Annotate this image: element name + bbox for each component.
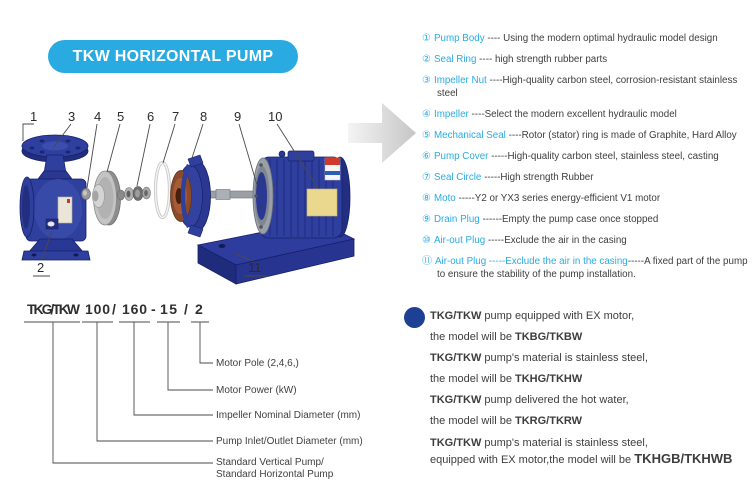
callout-number: 5	[117, 109, 125, 124]
variant-group	[430, 390, 752, 432]
variant-group	[430, 348, 752, 390]
variant-result: the model will be TKHG/TKHW	[430, 373, 583, 385]
pump-cover-illustration	[171, 155, 211, 237]
code-label-inlet: Pump Inlet/Outlet Diameter (mm)	[216, 436, 363, 447]
parts-list-item	[422, 214, 756, 227]
part-description: -----Exclude the air in the casing	[485, 235, 627, 247]
part-description: ------Empty the pump case once stopped	[479, 214, 659, 226]
code-impeller: 160	[122, 301, 147, 317]
code-label-pole: Motor Pole (2,4,6,)	[216, 358, 299, 369]
part-description: -----A fixed part of the pump to ensure the stability of the pump installation.	[437, 256, 748, 280]
code-label-series-2: Standard Horizontal Pump	[216, 469, 334, 480]
code-power: 15	[160, 301, 177, 317]
code-pole: 2	[195, 301, 203, 317]
part-name: Seal Circle	[433, 172, 482, 184]
impeller-nut-illustration	[82, 189, 91, 200]
part-name: Moto	[433, 193, 456, 205]
part-description: -----High strength Rubber	[481, 172, 594, 184]
variant-condition: TKG/TKW pump equipped with EX motor,	[430, 310, 635, 322]
code-series: TKG/TKW	[27, 301, 80, 317]
variant-group	[430, 435, 752, 468]
callout-number: 8	[200, 109, 208, 124]
model-code-breakdown	[20, 293, 400, 493]
variant-condition: TKG/TKW pump's material is stainless steel,	[430, 352, 648, 364]
motor-illustration	[253, 151, 350, 238]
part-name: Air-out Plug	[433, 235, 486, 247]
model-variants	[430, 306, 752, 468]
variant-group	[430, 306, 752, 348]
parts-list-item	[422, 75, 756, 100]
impeller-illustration	[93, 171, 121, 225]
part-name: Seal Ring	[433, 54, 477, 66]
model-code: TKHGB/TKHWB	[634, 451, 733, 466]
parts-list-item	[422, 151, 756, 164]
page-title: TKW HORIZONTAL PUMP	[72, 48, 274, 65]
code-separator: /	[112, 301, 116, 317]
parts-list	[422, 33, 756, 290]
circled-number: ⑨	[422, 214, 431, 226]
code-separator: /	[184, 301, 188, 317]
part-name: Impeller	[433, 108, 469, 120]
callout-number: 3	[68, 109, 76, 124]
circled-number: ④	[422, 108, 431, 120]
callout-number: 9	[234, 109, 242, 124]
part-description: -----High-quality carbon steel, stainless steel, casting	[488, 150, 719, 162]
circled-number: ⑥	[422, 150, 431, 162]
callout-number: 10	[268, 109, 283, 124]
part-description: ----High-quality carbon steel, corrosion-resistant stainless steel	[437, 75, 738, 99]
circled-number: ⑦	[422, 172, 431, 184]
variant-result: equipped with EX motor,the model will be TKHGB/TKHWB	[430, 451, 733, 466]
callout-number: 6	[147, 109, 155, 124]
parts-list-item	[422, 172, 756, 185]
code-connector-lines	[24, 322, 213, 463]
parts-list-item	[422, 33, 756, 46]
flow-arrow-icon	[348, 103, 416, 163]
circled-number: ⑤	[422, 129, 431, 141]
callout-number: 11	[248, 260, 262, 275]
model-code: TKBG/TKBW	[515, 331, 583, 343]
callout-number: 7	[172, 109, 180, 124]
part-description: ----Select the modern excellent hydraulic model	[468, 108, 677, 120]
variant-result: the model will be TKRG/TKRW	[430, 415, 583, 427]
circled-number: ①	[422, 33, 431, 44]
part-name: Drain Plug	[433, 214, 480, 226]
model-code: TKHG/TKHW	[515, 373, 583, 385]
mechanical-seal-illustration	[118, 187, 151, 201]
model-code: TKRG/TKRW	[515, 415, 583, 427]
part-name: Air-out Plug -----Exclude the air in the casing	[435, 256, 628, 268]
variant-condition: TKG/TKW pump delivered the hot water,	[430, 394, 629, 406]
title-banner	[48, 40, 298, 73]
parts-list-item	[422, 235, 756, 248]
code-label-series-1: Standard Vertical Pump/	[216, 457, 324, 468]
callout-number: 4	[94, 109, 102, 124]
part-description: ---- Using the modern optimal hydraulic model design	[484, 33, 718, 44]
circled-number: ⑪	[422, 256, 432, 268]
variant-condition: TKG/TKW pump's material is stainless steel,	[430, 437, 648, 449]
callout-number: 1	[30, 109, 38, 124]
parts-list-item	[422, 256, 756, 281]
pump-body-illustration	[20, 135, 90, 260]
parts-list-item	[422, 54, 756, 67]
circled-number: ③	[422, 75, 431, 87]
parts-list-item	[422, 130, 756, 143]
part-name: Pump Cover	[433, 150, 489, 162]
code-separator: -	[151, 301, 156, 317]
parts-list-item	[422, 109, 756, 122]
code-inlet: 100	[85, 301, 110, 317]
code-label-impeller: Impeller Nominal Diameter (mm)	[216, 410, 361, 421]
seal-circle-illustration	[156, 163, 170, 218]
part-description: -----Y2 or YX3 series energy-efficient V1 motor	[455, 193, 661, 205]
code-label-power: Motor Power (kW)	[216, 385, 297, 396]
parts-list-item	[422, 193, 756, 206]
circled-number: ⑧	[422, 193, 431, 205]
callout-number: 2	[37, 260, 45, 275]
exploded-pump-diagram	[10, 95, 430, 295]
circled-number: ⑩	[422, 235, 431, 247]
part-description: ----Rotor (stator) ring is made of Graphite, Hard Alloy	[505, 129, 737, 141]
bullet-circle-icon	[404, 307, 425, 328]
variant-result: the model will be TKBG/TKBW	[430, 331, 583, 343]
part-description: ---- high strength rubber parts	[476, 54, 608, 66]
part-name: Impeller Nut	[433, 75, 487, 87]
part-name: Pump Body	[433, 33, 485, 44]
part-name: Mechanical Seal	[433, 129, 506, 141]
circled-number: ②	[422, 54, 431, 66]
